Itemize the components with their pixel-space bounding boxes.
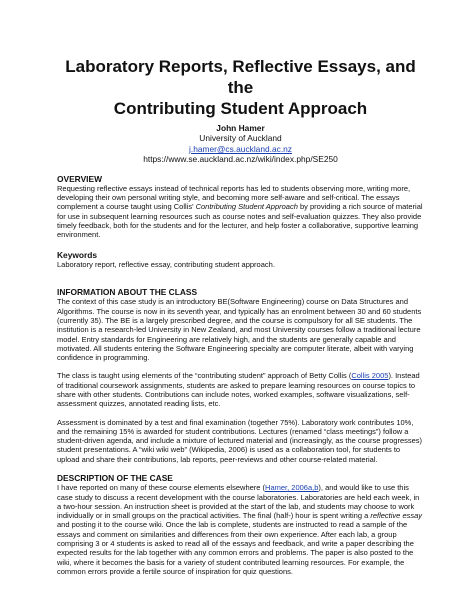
- affiliation: University of Auckland: [199, 133, 282, 144]
- hamer-2006-link[interactable]: Hamer, 2006a,b: [265, 483, 319, 493]
- author-name: John Hamer: [216, 123, 265, 133]
- class-info-heading: INFORMATION ABOUT THE CLASS: [57, 287, 198, 298]
- class-info-p2-text-b: ). Instead of traditional coursework assignments, students are asked to prepare learning resources on course topics to share with other students. Contributions can include notes, worked examples, software visualizations, self-assessment quizzes, annotated reading lists, etc.: [57, 371, 420, 409]
- author-email-link[interactable]: j.hamer@cs.auckland.ac.nz: [189, 143, 292, 154]
- class-info-p2-text-a: The class is taught using elements of the “contributing student” approach of Betty Collis (: [57, 371, 352, 381]
- case-text-3: and posting it to the course wiki. Once the lab is complete, students are instructed to read a sample of the essays and comment on similarities and differences from their own experience. After each lab, a group comprising 3 or 4 students is asked to read all of the essays and feedback, and write a paper describing the expected results for the lab together with any common errors and problems. The paper is also posted to the wiki, where it becomes the basis for a variety of student contributed learning resources. For example, the common errors provide a fertile source of inspiration for quiz questions.: [57, 520, 414, 576]
- case-text-1: I have reported on many of these course elements elsewhere (: [57, 483, 266, 493]
- case-emphasis: reflective essay: [370, 511, 423, 521]
- overview-paragraph: [57, 184, 424, 240]
- overview-heading: OVERVIEW: [57, 173, 102, 184]
- course-url: https://www.se.auckland.ac.nz/wiki/index.php/SE250: [143, 154, 338, 165]
- collis-2005-link[interactable]: Collis 2005: [351, 371, 389, 381]
- title-line-2: Contributing Student Approach: [113, 99, 368, 118]
- title-line-1: Laboratory Reports, Reflective Essays, and the: [65, 57, 416, 97]
- class-info-paragraph-3: Assessment is dominated by a test and final examination (together 75%). Laboratory work contributes 10%, and the remaining 15% is awarded for student contributions. Lectures (renamed “class meetings”) follow a student-driven agenda, and include a mixture of lectured material and (increasingly, as the course progresses) student presentations. A “wiki wiki web” (Wikipedia, 2006) is used as a collaboration tool, for students to upload and share their contributions, lab reports, peer-reviews and other course-related material.: [57, 417, 423, 464]
- overview-text-b: by providing a rich source of material for use in subsequent learning resources such as course notes and self-evaluation quizzes. They also provide timely feedback, both for the students and for the lecturer, and help foster a collaborative, supportive learning environment.: [57, 202, 423, 240]
- keywords-heading: Keywords: [57, 249, 98, 260]
- case-heading: DESCRIPTION OF THE CASE: [57, 473, 173, 484]
- overview-emphasis: Contributing Student Approach: [195, 202, 298, 212]
- keywords-text: Laboratory report, reflective essay, contributing student approach.: [57, 259, 275, 269]
- paper-title: [57, 56, 424, 119]
- byline: [57, 123, 424, 165]
- class-info-paragraph-1: The context of this case study is an introductory BE(Software Engineering) course on Data Structures and Algorithms. The course is now in its seventh year, and typically has an enrolment between 30 and 60 students (currently 35). The BE is a largely prescribed degree, and the course is compulsory for all SE students. The institution is a research-led University in New Zealand, and most University courses follow a traditional lecture model. Entry standards for Engineering are relatively high, and the students are generally capable and motivated. All students entering the Software Engineering specialty are computer literate, albeit with varying confidence in programming.: [57, 297, 422, 363]
- case-text-2: ), and would like to use this case study to discuss a recent development with the course laboratories. Laboratories are held each week, in a two-hour session. An instruction sheet is provided at the start of the lab, and students may choose to work individually or in small groups on the practical activities. The final (half-) hour is spent writing a: [57, 483, 420, 521]
- overview-text-a: Requesting reflective essays instead of technical reports has led to students observing more, writing more, developing their own personal writing style, and becoming more self-aware and self-critical. The essays complement a course taught using Collis': [57, 183, 411, 212]
- case-paragraph: [57, 483, 424, 576]
- class-info-paragraph-2: [57, 371, 424, 408]
